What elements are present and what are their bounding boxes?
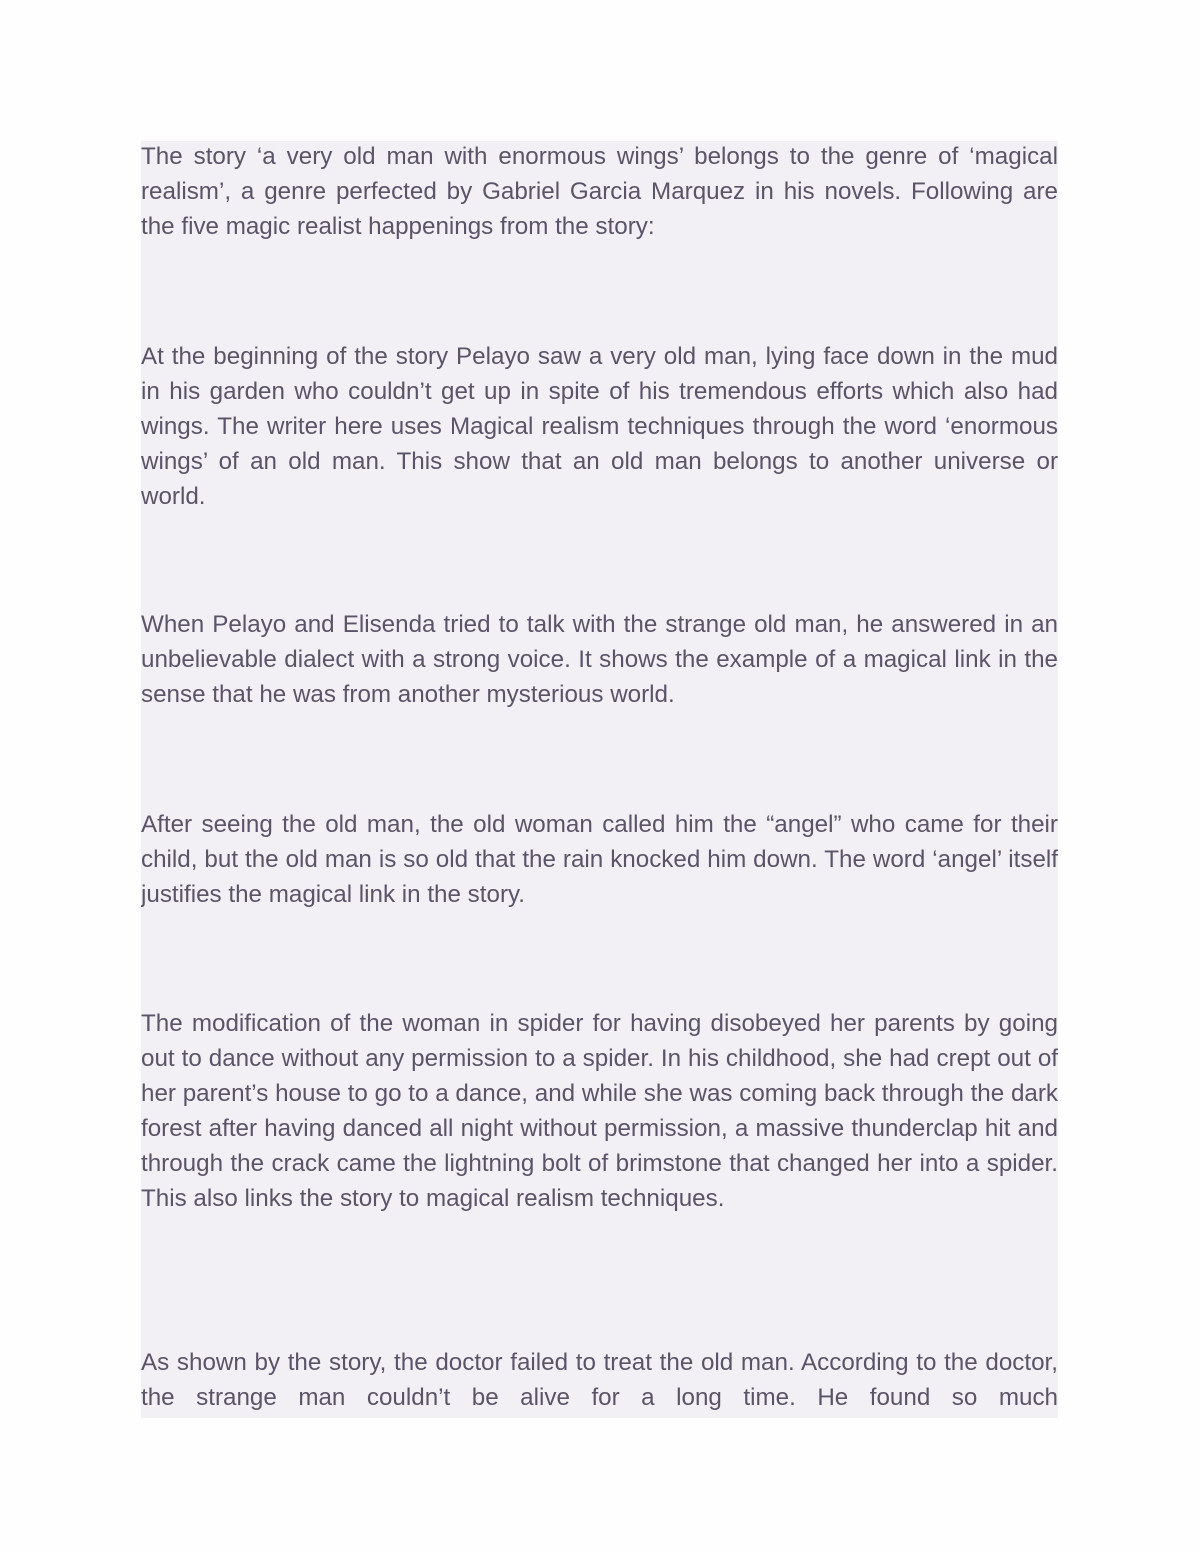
paragraph-wings: At the beginning of the story Pelayo saw a very old man, lying face down in the mud in his garden who couldn’t get up in spite of his tremendous efforts which also had wings. The writer here uses Magical realism techniques through the word ‘enormous wings’ of an old man. This show that an old man belongs to another universe or world. [141, 343, 1058, 510]
paragraph-angel: After seeing the old man, the old woman called him the “angel” who came for their child, but the old man is so old that the rain knocked him down. The word ‘angel’ itself justifies the magical link in the story. [141, 811, 1058, 908]
intro-paragraph: The story ‘a very old man with enormous wings’ belongs to the genre of ‘magical realism’, a genre perfected by Gabriel Garcia Marquez in his novels. Following are the five magic realist happenings from the story: [141, 143, 1058, 240]
highlighted-text-block [141, 141, 1058, 1418]
paragraph-doctor: As shown by the story, the doctor failed to treat the old man. According to the doctor, the strange man couldn’t be alive for a long time. He found so much [141, 1349, 1058, 1411]
paragraph-dialect: When Pelayo and Elisenda tried to talk with the strange old man, he answered in an unbelievable dialect with a strong voice. It shows the example of a magical link in the sense that he was from another mysterious world. [141, 611, 1058, 708]
paragraph-spider-woman: The modification of the woman in spider for having disobeyed her parents by going out to dance without any permission to a spider. In his childhood, she had crept out of her parent’s house to go to a dance, and while she was coming back through the dark forest after having danced all night without permission, a massive thunderclap hit and through the crack came the lightning bolt of brimstone that changed her into a spider. This also links the story to magical realism techniques. [141, 1010, 1058, 1212]
